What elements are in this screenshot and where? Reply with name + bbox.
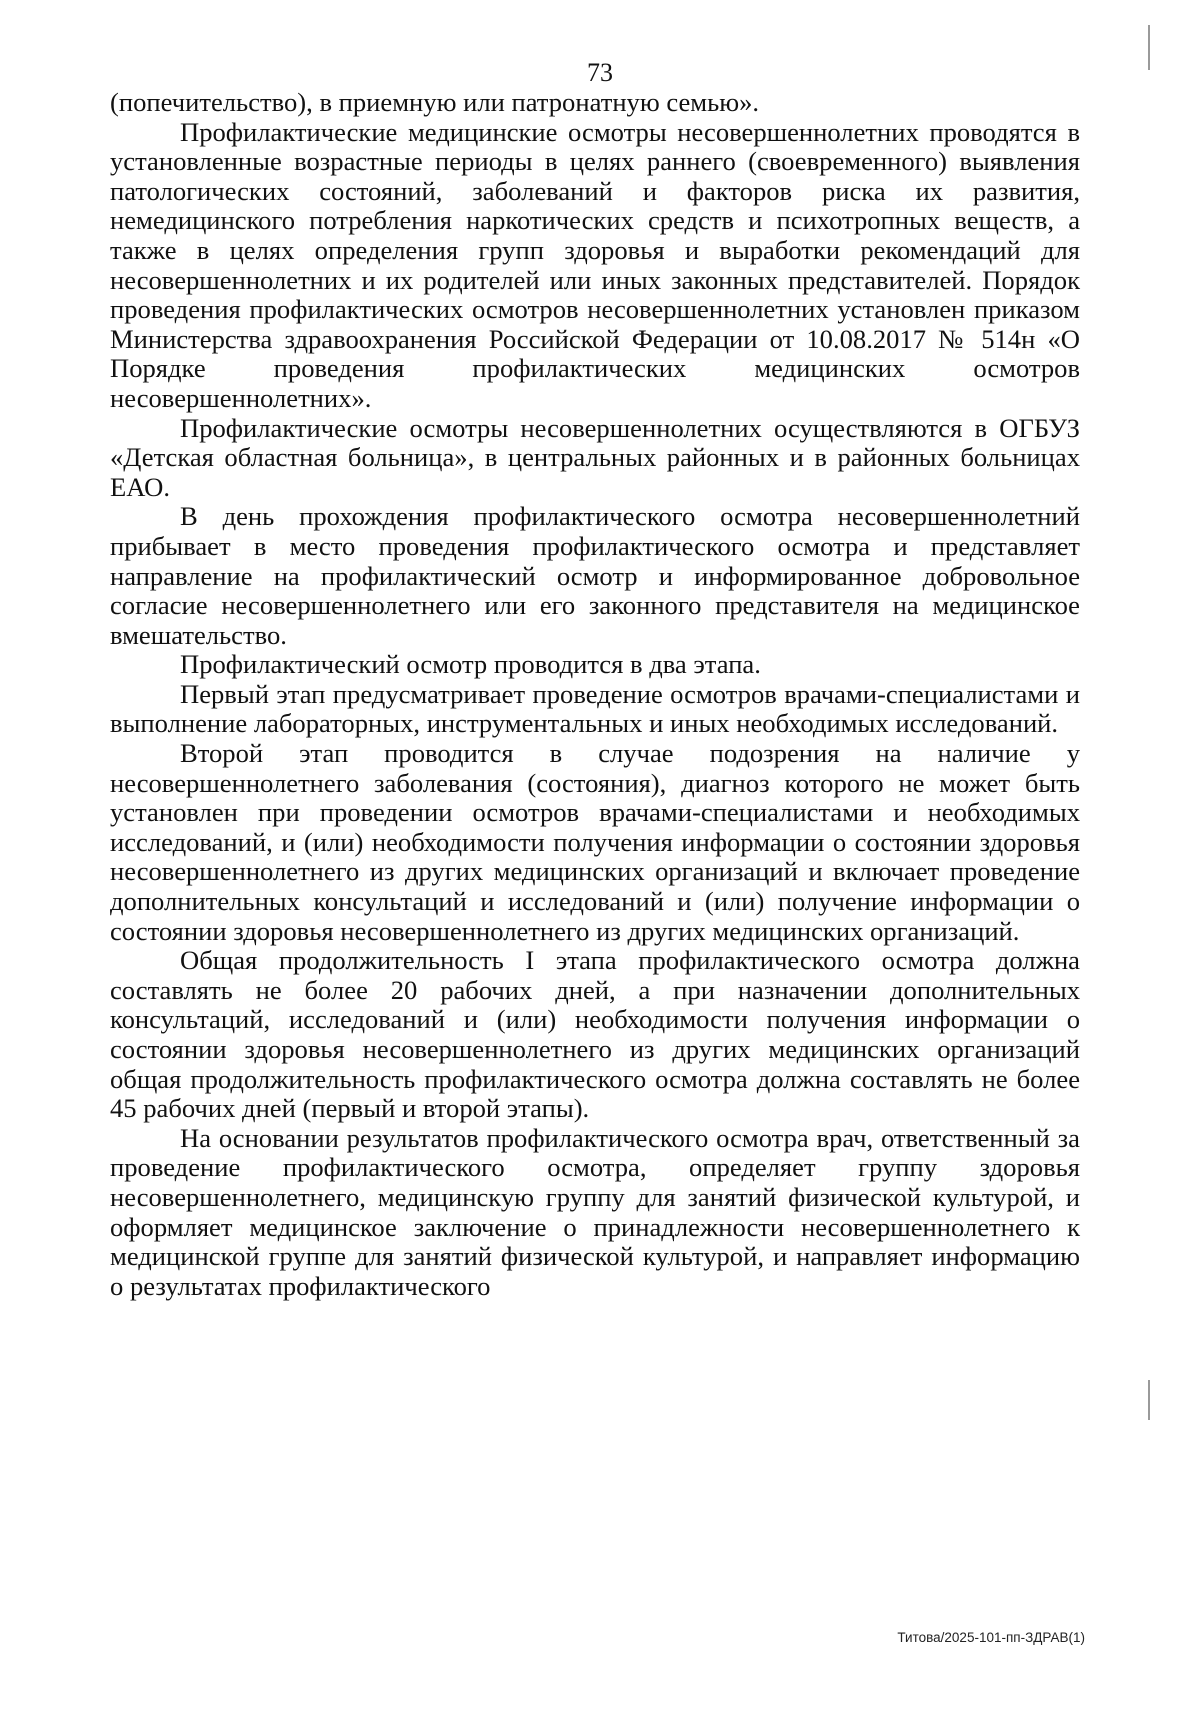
paragraph: Второй этап проводится в случае подозрения на наличие у несовершеннолетнего заболевания (состояния), диагноз которого не может быть установлен при проведении осмотров врачами-специалистами и необходимых исследований, и (или) необходимости получения информации о состоянии здоровья несовершеннолетнего из других медицинских организаций и включает проведение дополнительных консультаций и исследований и (или) получение информации о состоянии здоровья несовершеннолетнего из других медицинских организаций. [110,738,1080,946]
document-reference-code: Титова/2025-101-пп-ЗДРАВ(1) [897,1630,1085,1645]
paragraph: На основании результатов профилактического осмотра врач, ответственный за проведение профилактического осмотра, определяет группу здоровья несовершеннолетнего, медицинскую группу для занятий физической культурой, и оформляет медицинское заключение о принадлежности несовершеннолетнего к медицинской группе для занятий физической культурой, и направляет информацию о результатах профилактического [110,1122,1080,1301]
scan-edge-mark [1148,1380,1150,1420]
document-body [110,88,1080,1301]
paragraph: Профилактические медицинские осмотры несовершеннолетних проводятся в установленные возрастные периоды в целях раннего (своевременного) выявления патологических состояний, заболеваний и факторов риска их развития, немедицинского потребления наркотических средств и психотропных веществ, а также в целях определения групп здоровья и выработки рекомендаций для несовершеннолетних и их родителей или иных законных представителей. Порядок проведения профилактических осмотров несовершеннолетних установлен приказом Министерства здравоохранения Российской Федерации от 10.08.2017 № 514н «О Порядке проведения профилактических медицинских осмотров несовершеннолетних». [110,116,1080,413]
paragraph: Профилактический осмотр проводится в два этапа. [180,649,761,680]
paragraph: Профилактические осмотры несовершеннолетних осуществляются в ОГБУЗ «Детская областная больница», в центральных районных и в районных больницах ЕАО. [110,412,1080,502]
paragraph: Первый этап предусматривает проведение осмотров врачами-специалистами и выполнение лабораторных, инструментальных и иных необходимых исследований. [110,678,1080,739]
paragraph-continuation: (попечительство), в приемную или патронатную семью». [110,87,760,117]
paragraph: В день прохождения профилактического осмотра несовершеннолетний прибывает в место проведения профилактического осмотра и представляет направление на профилактический осмотр и информированное добровольное согласие несовершеннолетнего или его законного представителя на медицинское вмешательство. [110,501,1080,650]
paragraph: Общая продолжительность I этапа профилактического осмотра должна составлять не более 20 рабочих дней, а при назначении дополнительных консультаций, исследований и (или) необходимости получения информации о состоянии здоровья несовершеннолетнего из других медицинских организаций общая продолжительность профилактического осмотра должна составлять не более 45 рабочих дней (первый и второй этапы). [110,945,1080,1124]
page-number: 73 [587,58,613,87]
